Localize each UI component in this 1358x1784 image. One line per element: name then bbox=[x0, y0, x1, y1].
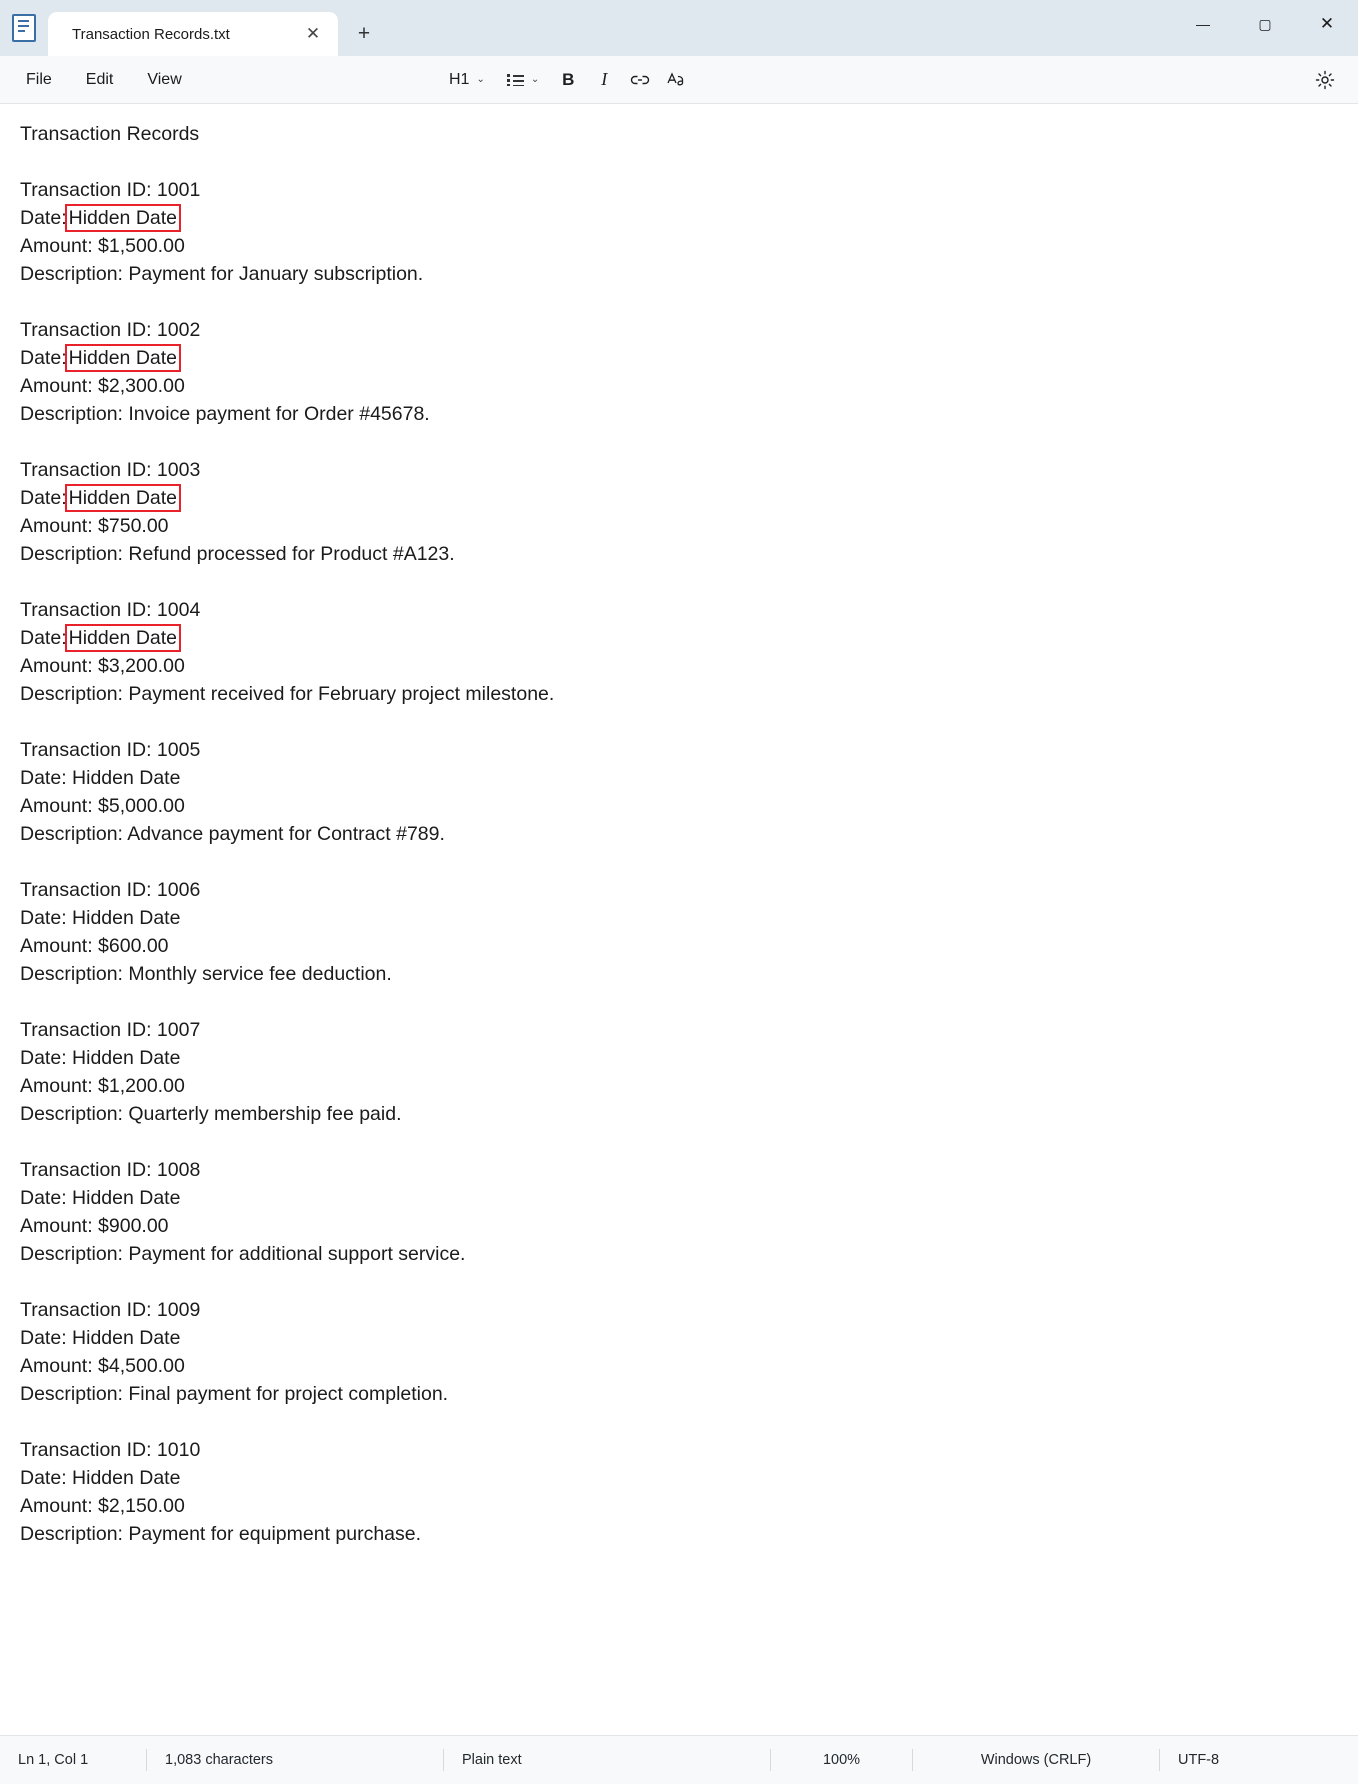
document-line: Date: Hidden Date bbox=[20, 1187, 181, 1209]
bullet-list-icon bbox=[507, 74, 524, 86]
document-blank-line bbox=[20, 848, 1338, 876]
document-line bbox=[20, 484, 1338, 512]
document-line: Transaction ID: 1002 bbox=[20, 319, 201, 341]
document-blank-line bbox=[20, 1128, 1338, 1156]
document-line: Amount: $1,200.00 bbox=[20, 1075, 185, 1097]
document-blank-line bbox=[20, 988, 1338, 1016]
document-line: Date: Hidden Date bbox=[20, 1047, 181, 1069]
document-line: Amount: $900.00 bbox=[20, 1215, 169, 1237]
document-line: Transaction ID: 1004 bbox=[20, 599, 201, 621]
heading-style-dropdown[interactable] bbox=[440, 64, 494, 96]
date-label: Date: bbox=[20, 487, 67, 509]
document-line: Description: Refund processed for Product #A123. bbox=[20, 543, 455, 565]
character-count: 1,083 characters bbox=[165, 1752, 274, 1768]
document-line bbox=[20, 624, 1338, 652]
line-endings[interactable]: Windows (CRLF) bbox=[980, 1752, 1092, 1768]
menu-file[interactable]: File bbox=[26, 70, 52, 88]
notepad-icon bbox=[12, 14, 36, 42]
minimize-icon[interactable]: — bbox=[1196, 16, 1210, 32]
document-line: Amount: $2,150.00 bbox=[20, 1495, 185, 1517]
document-line: Amount: $600.00 bbox=[20, 935, 169, 957]
document-line: Date: Hidden Date bbox=[20, 1467, 181, 1489]
window-controls bbox=[1172, 0, 1358, 48]
date-label: Date: bbox=[20, 627, 67, 649]
document-line: Transaction ID: 1006 bbox=[20, 879, 201, 901]
new-tab-icon[interactable]: + bbox=[357, 22, 371, 45]
document-blank-line bbox=[20, 1268, 1338, 1296]
document-line: Transaction ID: 1010 bbox=[20, 1439, 201, 1461]
document-line bbox=[20, 204, 1338, 232]
list-style-dropdown[interactable] bbox=[498, 64, 548, 96]
file-format: Plain text bbox=[462, 1752, 522, 1768]
status-bar bbox=[0, 1735, 1358, 1784]
document-line bbox=[20, 344, 1338, 372]
document-line: Transaction ID: 1009 bbox=[20, 1299, 201, 1321]
document-line: Description: Monthly service fee deduction. bbox=[20, 963, 392, 985]
document-line: Date: Hidden Date bbox=[20, 767, 181, 789]
document-line: Description: Payment for additional support service. bbox=[20, 1243, 466, 1265]
menu-view[interactable]: View bbox=[147, 70, 182, 88]
link-icon[interactable] bbox=[624, 64, 656, 96]
text-editor[interactable] bbox=[0, 104, 1358, 1736]
date-label: Date: bbox=[20, 207, 67, 229]
document-blank-line bbox=[20, 1408, 1338, 1436]
document-line: Transaction ID: 1005 bbox=[20, 739, 201, 761]
highlighted-hidden-date: Hidden Date bbox=[68, 207, 178, 229]
heading-style-label: H1 bbox=[449, 70, 470, 88]
formatting-tools bbox=[440, 64, 692, 96]
document-line: Transaction Records bbox=[20, 123, 200, 145]
document-line: Transaction ID: 1001 bbox=[20, 179, 201, 201]
italic-button[interactable]: I bbox=[601, 69, 608, 89]
tab-title: Transaction Records.txt bbox=[72, 25, 230, 43]
document-line: Transaction ID: 1007 bbox=[20, 1019, 201, 1041]
document-line: Description: Payment received for February project milestone. bbox=[20, 683, 555, 705]
document-line: Amount: $2,300.00 bbox=[20, 375, 185, 397]
highlighted-hidden-date: Hidden Date bbox=[68, 487, 178, 509]
zoom-level[interactable]: 100% bbox=[822, 1752, 861, 1768]
gear-glyph bbox=[1315, 70, 1335, 90]
chevron-down-icon: ⌄ bbox=[530, 74, 540, 85]
app-icon bbox=[0, 0, 48, 56]
document-blank-line bbox=[20, 568, 1338, 596]
document-blank-line bbox=[20, 148, 1338, 176]
document-line: Amount: $1,500.00 bbox=[20, 235, 185, 257]
document-line: Date: Hidden Date bbox=[20, 907, 181, 929]
document-line: Amount: $5,000.00 bbox=[20, 795, 185, 817]
document-line: Description: Payment for January subscription. bbox=[20, 263, 424, 285]
document-line: Amount: $4,500.00 bbox=[20, 1355, 185, 1377]
document-line: Description: Payment for equipment purchase. bbox=[20, 1523, 422, 1545]
cursor-position: Ln 1, Col 1 bbox=[18, 1752, 89, 1768]
bold-button[interactable]: B bbox=[562, 69, 575, 89]
document-blank-line bbox=[20, 428, 1338, 456]
document-line: Description: Final payment for project completion. bbox=[20, 1383, 449, 1405]
document-line: Description: Quarterly membership fee paid. bbox=[20, 1103, 402, 1125]
document-blank-line bbox=[20, 288, 1338, 316]
highlighted-hidden-date: Hidden Date bbox=[68, 347, 178, 369]
toolbar bbox=[0, 56, 1358, 104]
document-line: Transaction ID: 1003 bbox=[20, 459, 201, 481]
document-line: Description: Advance payment for Contract #789. bbox=[20, 823, 445, 845]
maximize-icon[interactable]: ▢ bbox=[1258, 15, 1272, 32]
tab-transaction-records[interactable] bbox=[48, 12, 338, 56]
spellcheck-icon[interactable] bbox=[660, 64, 692, 96]
document-line: Amount: $750.00 bbox=[20, 515, 169, 537]
spellcheck-glyph bbox=[666, 71, 686, 89]
document-blank-line bbox=[20, 708, 1338, 736]
menu-edit[interactable]: Edit bbox=[85, 70, 114, 88]
highlighted-hidden-date: Hidden Date bbox=[68, 627, 178, 649]
date-label: Date: bbox=[20, 347, 67, 369]
close-window-icon[interactable]: ✕ bbox=[1319, 14, 1335, 33]
document-line: Description: Invoice payment for Order #45678. bbox=[20, 403, 430, 425]
document-line: Date: Hidden Date bbox=[20, 1327, 181, 1349]
document-line: Transaction ID: 1008 bbox=[20, 1159, 201, 1181]
link-glyph bbox=[630, 73, 650, 87]
close-tab-icon[interactable]: ✕ bbox=[305, 24, 321, 43]
encoding[interactable]: UTF-8 bbox=[1178, 1752, 1220, 1768]
settings-gear-icon[interactable] bbox=[1308, 63, 1342, 97]
title-bar bbox=[0, 0, 1358, 56]
document-line: Amount: $3,200.00 bbox=[20, 655, 185, 677]
chevron-down-icon: ⌄ bbox=[476, 74, 485, 85]
